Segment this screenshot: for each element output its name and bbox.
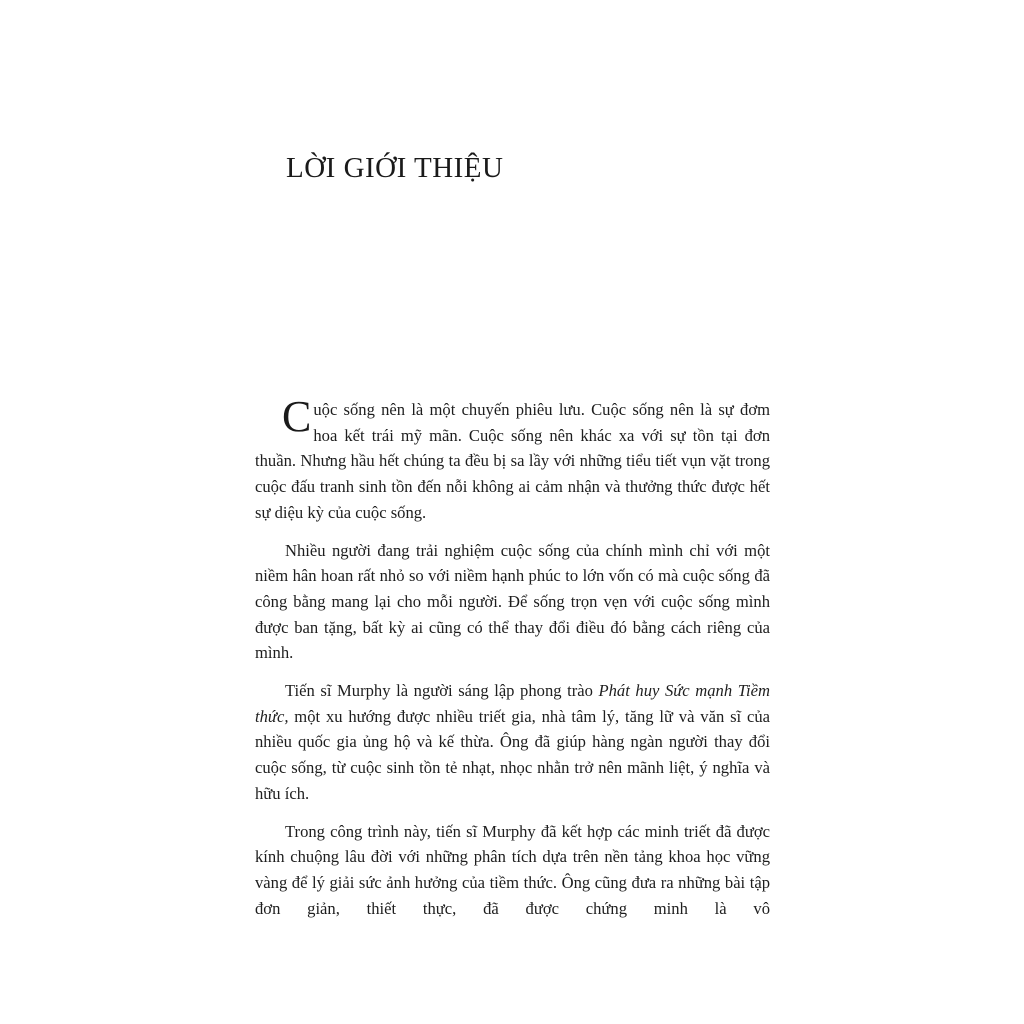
paragraph-4: Trong công trình này, tiến sĩ Murphy đã kết hợp các minh triết đã được kính chuộng lâu đời với những phân tích dựa trên nền tảng khoa học vững vàng để lý giải sức ảnh hưởng của tiềm thức. Ông cũng đưa ra những bài tập đơn giản, thiết thực, đã được chứng minh là vô (255, 821, 770, 918)
chapter-title: LỜI GIỚI THIỆU (286, 152, 504, 184)
paragraph-1 (255, 392, 770, 526)
body-text (255, 392, 770, 933)
paragraph-3 (255, 678, 770, 807)
paragraph-3-after: một xu hướng được nhiều triết gia, nhà tâm lý, tăng lữ và văn sĩ của nhiều quốc gia ủng hộ và kế thừa. Ông đã giúp hàng ngàn người thay đổi cuộc sống, từ cuộc sinh tồn tẻ nhạt, nhọc nhằn trở nên mãnh liệt, ý nghĩa và hữu ích. (255, 706, 770, 803)
paragraph-1-text: uộc sống nên là một chuyến phiêu lưu. Cuộc sống nên là sự đơm hoa kết trái mỹ mãn. Cuộc sống nên khác xa với sự tồn tại đơn thuần. Nhưng hầu hết chúng ta đều bị sa lầy với những tiểu tiết vụn vặt trong cuộc đấu tranh sinh tồn đến nỗi không ai cảm nhận và thưởng thức được hết sự diệu kỳ của cuộc sống. (255, 400, 770, 522)
paragraph-2: Nhiều người đang trải nghiệm cuộc sống của chính mình chỉ với một niềm hân hoan rất nhỏ so với niềm hạnh phúc to lớn vốn có mà cuộc sống đã công bằng mang lại cho mỗi người. Để sống trọn vẹn với cuộc sống mình được ban tặng, bất kỳ ai cũng có thể thay đổi điều đó bằng cách riêng của mình. (255, 540, 770, 663)
drop-cap: C (282, 392, 312, 441)
paragraph-3-before: Tiến sĩ Murphy là người sáng lập phong trào (285, 681, 599, 701)
paragraph-3-italic: Phát huy Sức mạnh Tiềm thức, (255, 681, 770, 726)
